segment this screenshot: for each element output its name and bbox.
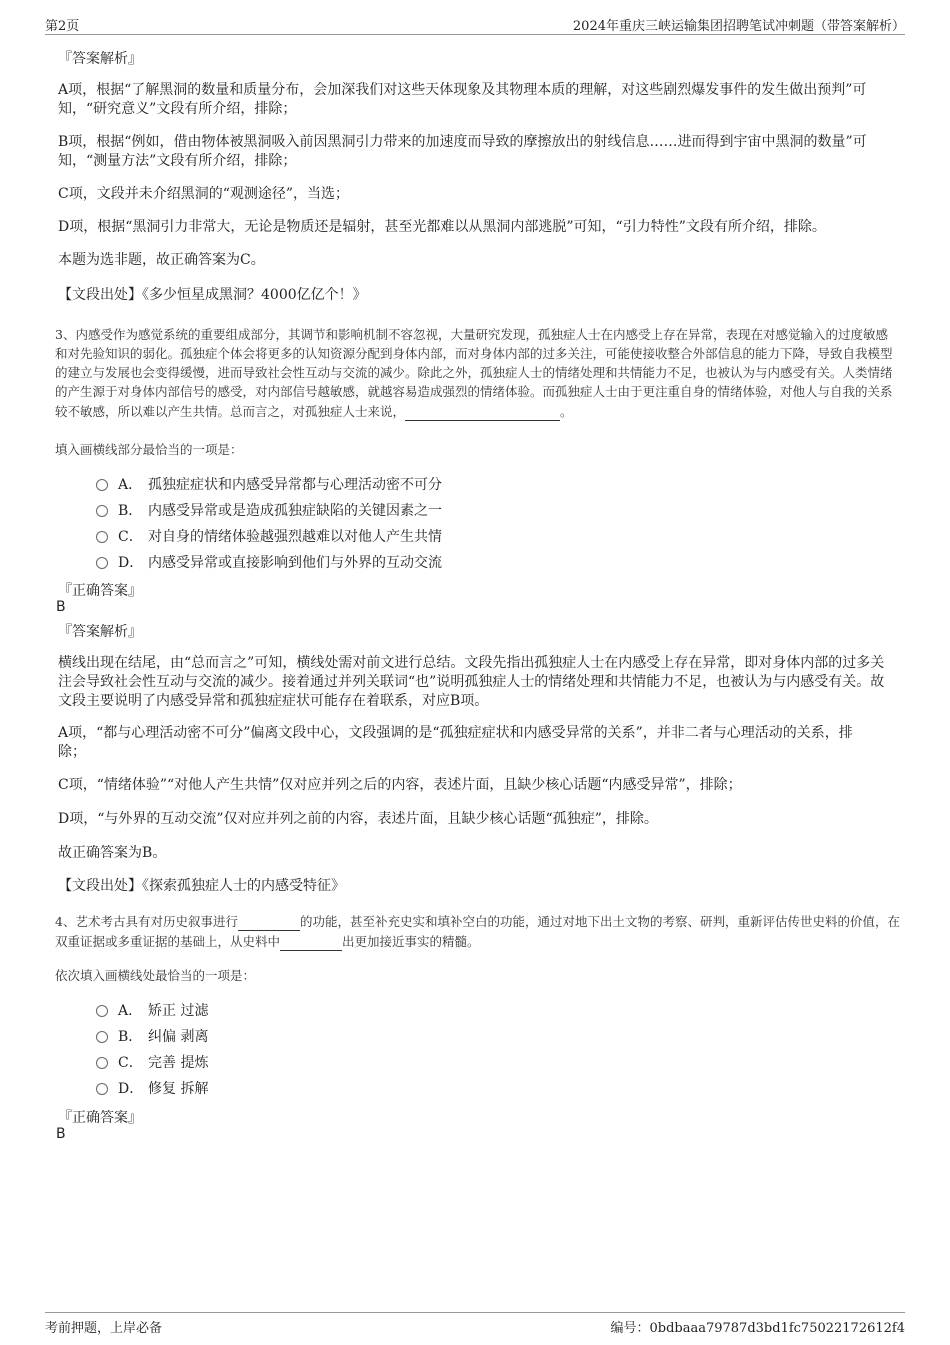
q2-analysis-b: B项，根据“例如，借由物体被黑洞吸入前因黑洞引力带来的加速度而导致的摩擦放出的射线信息……进而得到宇宙中黑洞的数量”可知，“测量方法”文段有所介绍，排除；: [58, 134, 867, 169]
q4-answer: B: [56, 1126, 66, 1142]
q2-conclusion: 本题为选非题，故正确答案为C。: [58, 252, 265, 268]
q4-stem: 4、艺术考古具有对历史叙事进行 的功能，甚至补充史实和填补空白的功能，通过对地下出土文物的考察、研判，重新评估传世史料的价值，在双重证据或多重证据的基础上，从史料中 出更加接近事实的精髓。: [55, 911, 900, 951]
q3-conclusion: 故正确答案为B。: [58, 845, 167, 861]
q3-analysis-label: 『答案解析』: [58, 624, 142, 640]
page-number: 第2页: [45, 19, 80, 34]
document-id: 编号：0bdbaaa79787d3bd1fc75022172612f4: [610, 1321, 905, 1336]
radio-icon[interactable]: [96, 1005, 108, 1017]
q2-analysis-d: D项，根据“黑洞引力非常大，无论是物质还是辐射，甚至光都难以从黑洞内部逃脱”可知，“引力特性”文段有所介绍，排除。: [58, 219, 826, 235]
q4-option-c[interactable]: C． 完善 提炼: [96, 1052, 208, 1072]
radio-icon[interactable]: [96, 557, 108, 569]
q4-blank-2: [280, 931, 342, 951]
radio-icon[interactable]: [96, 505, 108, 517]
radio-icon[interactable]: [96, 479, 108, 491]
q4-answer-label: 『正确答案』: [58, 1110, 142, 1126]
footer-slogan: 考前押题，上岸必备: [45, 1321, 163, 1336]
q3-answer: B: [56, 599, 66, 615]
q3-analysis-c: C项，“情绪体验”“对他人产生共情”仅对应并列之后的内容，表述片面，且缺少核心话题“内感受异常”，排除；: [58, 777, 742, 793]
page-header: [45, 12, 905, 35]
q4-blank-1: [238, 911, 300, 931]
q2-analysis-a: A项，根据“了解黑洞的数量和质量分布，会加深我们对这些天体现象及其物理本质的理解，对这些剧烈爆发事件的发生做出预判”可知，“研究意义”文段有所介绍，排除；: [58, 82, 867, 117]
q2-source: 【文段出处】《多少恒星成黑洞？4000亿亿个！》: [58, 287, 367, 303]
q4-option-b[interactable]: B． 纠偏 剥离: [96, 1026, 208, 1046]
q4-option-d[interactable]: D． 修复 拆解: [96, 1078, 208, 1098]
q2-analysis-label: 『答案解析』: [58, 51, 142, 67]
radio-icon[interactable]: [96, 531, 108, 543]
radio-icon[interactable]: [96, 1057, 108, 1069]
page-footer: [45, 1312, 905, 1336]
q3-option-d[interactable]: D． 内感受异常或直接影响到他们与外界的互动交流: [96, 552, 442, 572]
q3-analysis-d: D项，“与外界的互动交流”仅对应并列之前的内容，表述片面，且缺少核心话题“孤独症”，排除。: [58, 811, 658, 827]
q4-prompt: 依次填入画横线处最恰当的一项是：: [55, 968, 256, 983]
q3-option-b[interactable]: B． 内感受异常或是造成孤独症缺陷的关键因素之一: [96, 500, 442, 520]
q3-analysis: 横线出现在结尾，由“总而言之”可知，横线处需对前文进行总结。文段先指出孤独症人士在内感受上存在异常，即对身体内部的过多关注会导致社会性互动与交流的减少。接着通过并列关联词“也”说明孤独症人士的情绪处理和共情能力不足，也被认为与内感受有关。故文段主要说明了内感受异常和孤独症症状可能存在着联系，对应B项。: [58, 655, 885, 709]
q3-answer-label: 『正确答案』: [58, 583, 142, 599]
radio-icon[interactable]: [96, 1031, 108, 1043]
q4-option-a[interactable]: A． 矫正 过滤: [96, 1000, 208, 1020]
q3-analysis-a: A项，“都与心理活动密不可分”偏离文段中心，文段强调的是“孤独症症状和内感受异常的关系”，并非二者与心理活动的关系，排除；: [58, 725, 853, 760]
q2-analysis-c: C项，文段并未介绍黑洞的“观测途径”，当选；: [58, 186, 350, 202]
q3-option-c[interactable]: C． 对自身的情绪体验越强烈越难以对他人产生共情: [96, 526, 442, 546]
q3-prompt: 填入画横线部分最恰当的一项是：: [55, 442, 243, 457]
document-title: 2024年重庆三峡运输集团招聘笔试冲刺题（带答案解析）: [572, 19, 905, 34]
q3-stem: 3、内感受作为感觉系统的重要组成部分，其调节和影响机制不容忽视，大量研究发现，孤独症人士在内感受上存在异常，表现在对感觉输入的过度敏感和对先验知识的弱化。孤独症个体会将更多的认知资源分配到身体内部，而对身体内部的过多关注，可能使接收整合外部信息的能力下降，导致自我模型的建立与发展也会变得缓慢，进而导致社会性互动与交流的减少。除此之外，孤独症人士的情绪处理和共情能力不足，也被认为与内感受有关。人类情绪的产生源于对身体内部信号的感受，对内部信号越敏感，就越容易造成强烈的情绪体验。而孤独症人士由于更注重自身的情绪体验，对他人与自我的关系较不敏感，所以难以产生共情。总而言之，对孤独症人士来说， 。: [55, 327, 893, 419]
q3-option-a[interactable]: A． 孤独症症状和内感受异常都与心理活动密不可分: [96, 474, 442, 494]
q3-source: 【文段出处】《探索孤独症人士的内感受特征》: [58, 878, 345, 894]
radio-icon[interactable]: [96, 1083, 108, 1095]
q3-blank: [405, 401, 560, 421]
